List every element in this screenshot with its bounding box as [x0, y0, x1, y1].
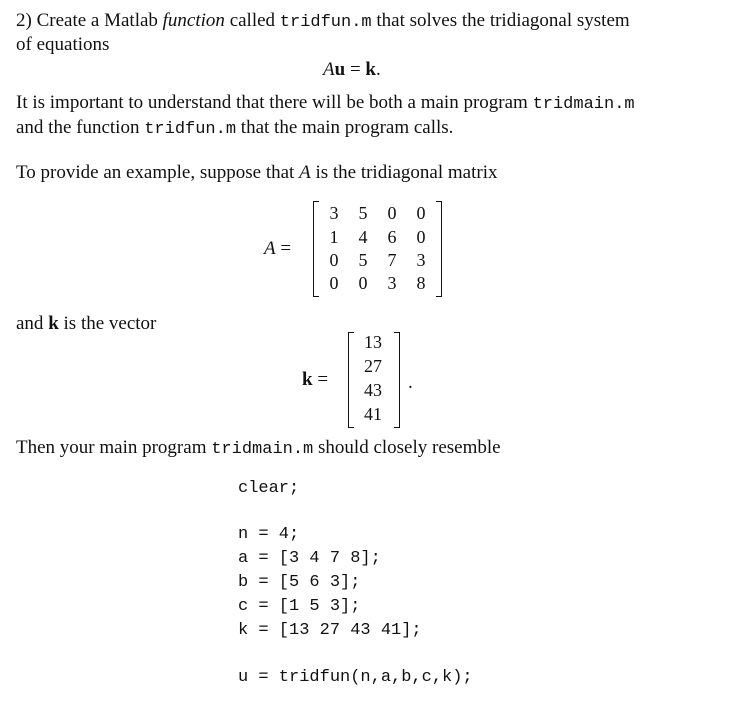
matrix-eq-sign: = [275, 238, 292, 259]
code-line-clear: clear; [238, 479, 300, 498]
intro-line-1 [16, 9, 630, 35]
vec-intro-a: and [16, 313, 49, 334]
para4-text-b: should closely resemble [313, 437, 501, 458]
vector-entry: 41 [364, 404, 382, 424]
para2-text-a: and the function [16, 117, 145, 138]
vector-label [302, 368, 328, 392]
matrix-cell: 0 [329, 273, 339, 293]
para3-A: A [299, 162, 311, 183]
code-line-k: k = [13 27 43 41]; [238, 621, 422, 640]
matrix-cell: 7 [387, 250, 397, 270]
code-line-a: a = [3 4 7 8]; [238, 549, 381, 568]
matrix-cell: 5 [358, 250, 368, 270]
matrix-cell: 0 [329, 250, 339, 270]
code-line-c: c = [1 5 3]; [238, 597, 361, 616]
vec-intro-b: is the vector [58, 313, 157, 334]
matrix-cell: 0 [387, 203, 397, 223]
eq-u: u [334, 59, 346, 80]
matrix-cell: 3 [329, 203, 339, 223]
para2-line-1 [16, 91, 635, 117]
matrix-left-bracket [313, 201, 319, 297]
function-word: function [162, 10, 225, 31]
vector-entry: 13 [364, 332, 382, 352]
eq-dot: . [375, 59, 381, 80]
vector-right-bracket [394, 332, 400, 428]
tridfun-filename-2: tridfun.m [144, 120, 237, 139]
tridfun-filename: tridfun.m [279, 13, 372, 32]
code-line-b: b = [5 6 3]; [238, 573, 361, 592]
matrix-label-A: A [264, 238, 276, 259]
matrix-cell: 3 [387, 273, 397, 293]
vec-intro-k: k [48, 313, 59, 334]
para3-text-b: is the tridiagonal matrix [310, 162, 498, 183]
vector-period: . [408, 372, 413, 393]
intro-suffix: that solves the tridiagonal system [371, 10, 630, 31]
matrix-cell: 0 [416, 203, 426, 223]
matrix-cell: 8 [416, 273, 426, 293]
matrix-cell: 6 [387, 227, 397, 247]
para2-line-2 [16, 116, 453, 142]
equation-au-k [323, 58, 381, 82]
intro-text: 2) Create a Matlab [16, 10, 163, 31]
matrix-cell: 0 [416, 227, 426, 247]
para4-line [16, 436, 501, 462]
intro-called: called [224, 10, 280, 31]
vector-eq-sign: = [312, 369, 329, 390]
para2-text-b: that the main program calls. [236, 117, 454, 138]
para4-text-a: Then your main program [16, 437, 212, 458]
eq-k: k [365, 59, 376, 80]
matrix-right-bracket [436, 201, 442, 297]
vector-entry: 27 [364, 356, 382, 376]
tridmain-filename: tridmain.m [532, 95, 635, 114]
eq-A: A [323, 59, 335, 80]
vector-label-k: k [302, 369, 313, 390]
matrix-cell: 1 [329, 227, 339, 247]
tridmain-filename-2: tridmain.m [211, 440, 314, 459]
eq-sign: = [345, 59, 366, 80]
matrix-cell: 5 [358, 203, 368, 223]
vector-entry: 43 [364, 380, 382, 400]
code-line-n: n = 4; [238, 525, 300, 544]
matrix-cell: 0 [358, 273, 368, 293]
para2-text: It is important to understand that there will be both a main program [16, 92, 533, 113]
intro-line-2: of equations [16, 34, 110, 55]
para3-text-a: To provide an example, suppose that [16, 162, 300, 183]
para3-line [16, 161, 497, 185]
vector-intro [16, 312, 156, 336]
matrix-cell: 3 [416, 250, 426, 270]
matrix-cell: 4 [358, 227, 368, 247]
matrix-label [264, 237, 291, 261]
code-line-call: u = tridfun(n,a,b,c,k); [238, 668, 473, 687]
